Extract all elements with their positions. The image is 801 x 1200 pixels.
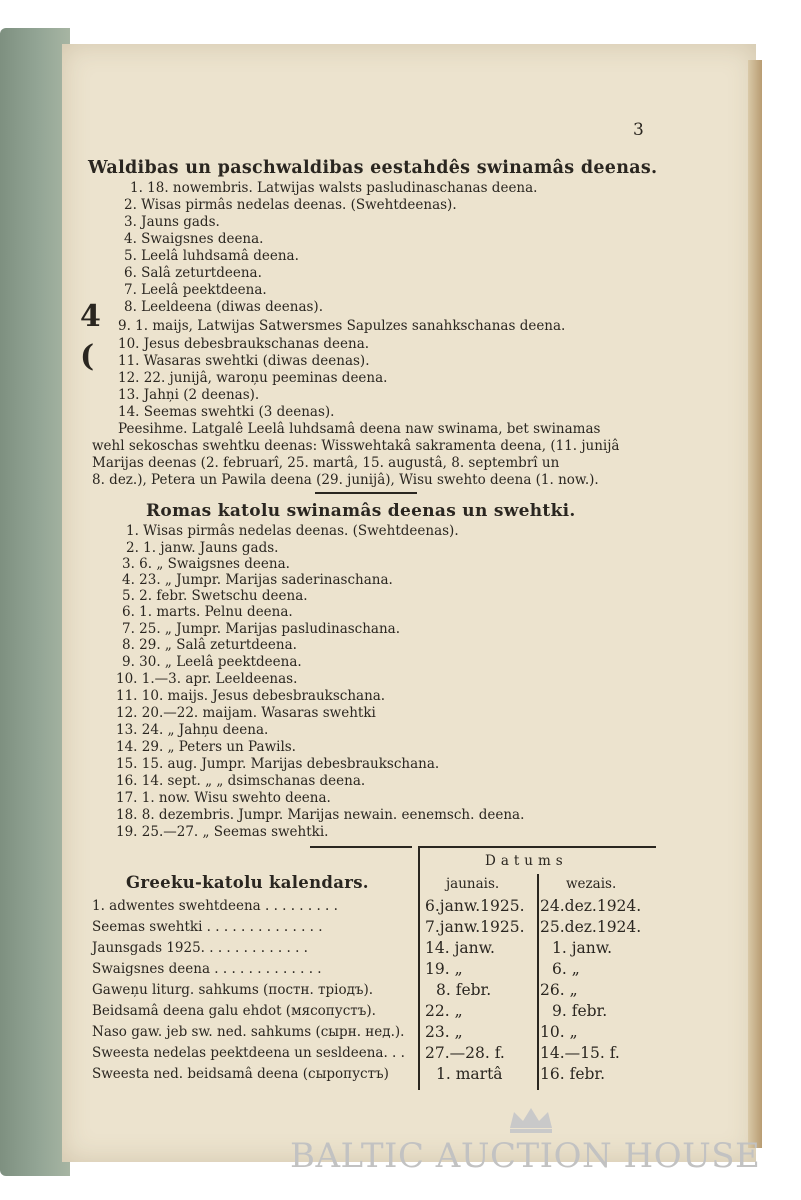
section-state-title: Waldibas un paschwaldibas eestahdês swinamâs deenas. — [88, 158, 658, 178]
note-line: Peesihme. Latgalê Leelâ luhdsamâ deena naw swinama, bet swinamas — [118, 421, 601, 437]
row-new-date: 22. „ — [425, 1002, 463, 1020]
list-item: 11. Wasaras swehtki (diwas deenas). — [118, 353, 370, 369]
page-number: 3 — [633, 120, 644, 140]
list-item: 10. 1.—3. apr. Leeldeenas. — [116, 671, 298, 687]
divider — [315, 492, 417, 494]
row-label: Beidsamâ deena galu ehdot (мясопустъ). — [92, 1003, 376, 1019]
section-catholic-title: Romas katolu swinamâs deenas un swehtki. — [146, 501, 576, 521]
row-label: Sweesta nedelas peektdeena un sesldeena. . . — [92, 1045, 405, 1061]
table-column-rule — [537, 874, 539, 1090]
list-item: 9. 30. „ Leelâ peektdeena. — [122, 654, 302, 670]
table-vertical-rule — [418, 846, 420, 1090]
row-old-date: 14.—15. f. — [540, 1044, 620, 1062]
list-item: 8. 29. „ Salâ zeturtdeena. — [122, 637, 297, 653]
column-header-new: jaunais. — [446, 876, 500, 892]
row-label: Sweesta ned. beidsamâ deena (сыропустъ) — [92, 1066, 389, 1082]
row-label: Jaunsgads 1925. . . . . . . . . . . . . — [92, 940, 308, 956]
list-item: 2. 1. janw. Jauns gads. — [126, 540, 279, 556]
row-new-date: 6.janw.1925. — [425, 897, 525, 915]
list-item: 12. 22. junijâ, waroņu peeminas deena. — [118, 370, 388, 386]
list-item: 17. 1. now. Wisu swehto deena. — [116, 790, 331, 806]
row-old-date: 10. „ — [540, 1023, 578, 1041]
row-label: Swaigsnes deena . . . . . . . . . . . . . — [92, 961, 322, 977]
row-new-date: 1. martâ — [436, 1065, 503, 1083]
row-new-date: 19. „ — [425, 960, 463, 978]
row-old-date: 9. febr. — [552, 1002, 608, 1020]
list-item: 16. 14. sept. „ „ dsimschanas deena. — [116, 773, 366, 789]
list-item: 6. 1. marts. Pelnu deena. — [122, 604, 293, 620]
row-label: 1. adwentes swehtdeena . . . . . . . . . — [92, 898, 338, 914]
list-item: 9. 1. maijs, Latwijas Satwersmes Sapulzes sanahkschanas deena. — [118, 318, 566, 334]
row-old-date: 24.dez.1924. — [540, 897, 642, 915]
row-new-date: 27.—28. f. — [425, 1044, 505, 1062]
margin-fragment: 4 — [80, 299, 101, 334]
list-item: 4. 23. „ Jumpr. Marijas saderinaschana. — [122, 572, 393, 588]
list-item: 18. 8. dezembris. Jumpr. Marijas newain. eenemsch. deena. — [116, 807, 525, 823]
list-item: 4. Swaigsnes deena. — [124, 231, 264, 247]
list-item: 5. 2. febr. Swetschu deena. — [122, 588, 308, 604]
row-new-date: 7.janw.1925. — [425, 918, 525, 936]
row-new-date: 23. „ — [425, 1023, 463, 1041]
row-old-date: 6. „ — [552, 960, 580, 978]
row-label: Seemas swehtki . . . . . . . . . . . . . . — [92, 919, 323, 935]
row-new-date: 8. febr. — [436, 981, 492, 999]
page-edge — [748, 60, 762, 1148]
row-label: Naso gaw. jeb sw. ned. sahkums (сырн. нед.). — [92, 1024, 405, 1040]
list-item: 7. Leelâ peektdeena. — [124, 282, 267, 298]
book-spine — [0, 28, 70, 1176]
row-old-date: 1. janw. — [552, 939, 613, 957]
list-item: 8. Leeldeena (diwas deenas). — [124, 299, 323, 315]
note-line: 8. dez.), Petera un Pawila deena (29. junijâ), Wisu swehto deena (1. now.). — [92, 472, 599, 488]
list-item: 12. 20.—22. maijam. Wasaras swehtki — [116, 705, 376, 721]
row-old-date: 26. „ — [540, 981, 578, 999]
list-item: 5. Leelâ luhdsamâ deena. — [124, 248, 299, 264]
divider — [310, 846, 412, 848]
list-item: 14. 29. „ Peters un Pawils. — [116, 739, 296, 755]
row-old-date: 25.dez.1924. — [540, 918, 642, 936]
list-item: 13. 24. „ Jahņu deena. — [116, 722, 269, 738]
dates-heading: Datums — [485, 853, 568, 869]
list-item: 10. Jesus debesbraukschanas deena. — [118, 336, 370, 352]
list-item: 7. 25. „ Jumpr. Marijas pasludinaschana. — [122, 621, 401, 637]
row-new-date: 14. janw. — [425, 939, 495, 957]
list-item: 15. 15. aug. Jumpr. Marijas debesbraukschana. — [116, 756, 440, 772]
note-line: Marijas deenas (2. februarî, 25. martâ, 15. augustâ, 8. septembrî un — [92, 455, 560, 471]
list-item: 14. Seemas swehtki (3 deenas). — [118, 404, 335, 420]
list-item: 2. Wisas pirmâs nedelas deenas. (Swehtdeenas). — [124, 197, 457, 213]
note-line: wehl sekoschas swehtku deenas: Wisswehtakâ sakramenta deena, (11. junijâ — [92, 438, 620, 454]
list-item: 11. 10. maijs. Jesus debesbraukschana. — [116, 688, 386, 704]
watermark: BALTIC AUCTION HOUSE — [290, 1136, 761, 1176]
list-item: 3. 6. „ Swaigsnes deena. — [122, 556, 290, 572]
crown-icon — [506, 1104, 556, 1134]
list-item: 1. 18. nowembris. Latwijas walsts pasludinaschanas deena. — [130, 180, 538, 196]
margin-fragment: ( — [80, 339, 95, 374]
list-item: 6. Salâ zeturtdeena. — [124, 265, 262, 281]
list-item: 3. Jauns gads. — [124, 214, 220, 230]
row-label: Gaweņu liturg. sahkums (постн. тріодъ). — [92, 982, 374, 998]
list-item: 1. Wisas pirmâs nedelas deenas. (Swehtdeenas). — [126, 523, 459, 539]
list-item: 19. 25.—27. „ Seemas swehtki. — [116, 824, 329, 840]
section-greek-title: Greeku-katolu kalendars. — [126, 873, 369, 892]
row-old-date: 16. febr. — [540, 1065, 606, 1083]
table-top-rule — [418, 846, 656, 848]
column-header-old: wezais. — [566, 876, 617, 892]
list-item: 13. Jahņi (2 deenas). — [118, 387, 260, 403]
